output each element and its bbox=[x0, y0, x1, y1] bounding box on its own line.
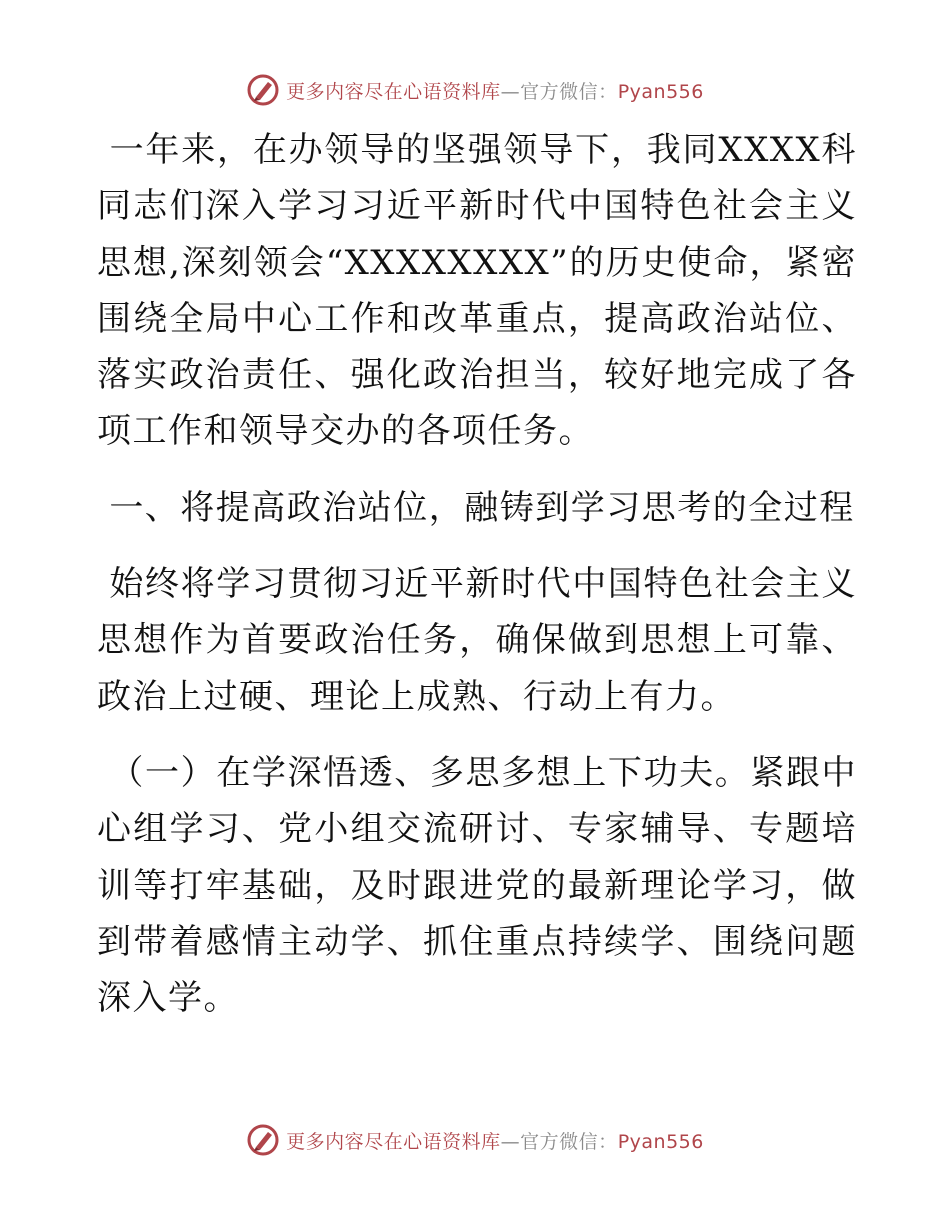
banner-text bbox=[286, 1127, 704, 1154]
banner-wechat-label: 官方微信： bbox=[520, 80, 618, 103]
subsection-paragraph: （一）在学深悟透、多思多想上下功夫。紧跟中心组学习、党小组交流研讨、专家辅导、专题培训等打牢基础，及时跟进党的最新理论学习，做到带着感情主动学、抓住重点持续学、围绕问题深入学。 bbox=[97, 752, 858, 1019]
pen-circle-logo-icon bbox=[246, 73, 280, 107]
section-heading: 一、将提高政治站位，融铸到学习思考的全过程 bbox=[97, 487, 855, 528]
header-watermark-banner bbox=[0, 70, 950, 110]
banner-wechat-id: Pyan556 bbox=[617, 80, 704, 103]
section-paragraph: 始终将学习贯彻习近平新时代中国特色社会主义思想作为首要政治任务，确保做到思想上可靠、政治上过硬、理论上成熟、行动上有力。 bbox=[97, 564, 858, 717]
pen-circle-logo-icon bbox=[246, 1123, 280, 1157]
banner-separator: — bbox=[500, 80, 521, 103]
intro-paragraph: 一年来，在办领导的坚强领导下，我同XXXX科同志们深入学习习近平新时代中国特色社会主义思想,深刻领会“XXXXXXXX”的历史使命，紧密围绕全局中心工作和改革重点，提高政治站位、落实政治责任、强化政治担当，较好地完成了各项工作和领导交办的各项任务。 bbox=[97, 130, 857, 452]
banner-text bbox=[286, 77, 704, 104]
banner-main-text: 更多内容尽在心语资料库 bbox=[286, 1130, 501, 1153]
banner-wechat-label: 官方微信： bbox=[520, 1130, 618, 1153]
document-body bbox=[97, 122, 857, 1026]
banner-separator: — bbox=[500, 1130, 521, 1153]
banner-main-text: 更多内容尽在心语资料库 bbox=[286, 80, 501, 103]
banner-wechat-id: Pyan556 bbox=[617, 1130, 704, 1153]
footer-watermark-banner bbox=[0, 1120, 950, 1160]
